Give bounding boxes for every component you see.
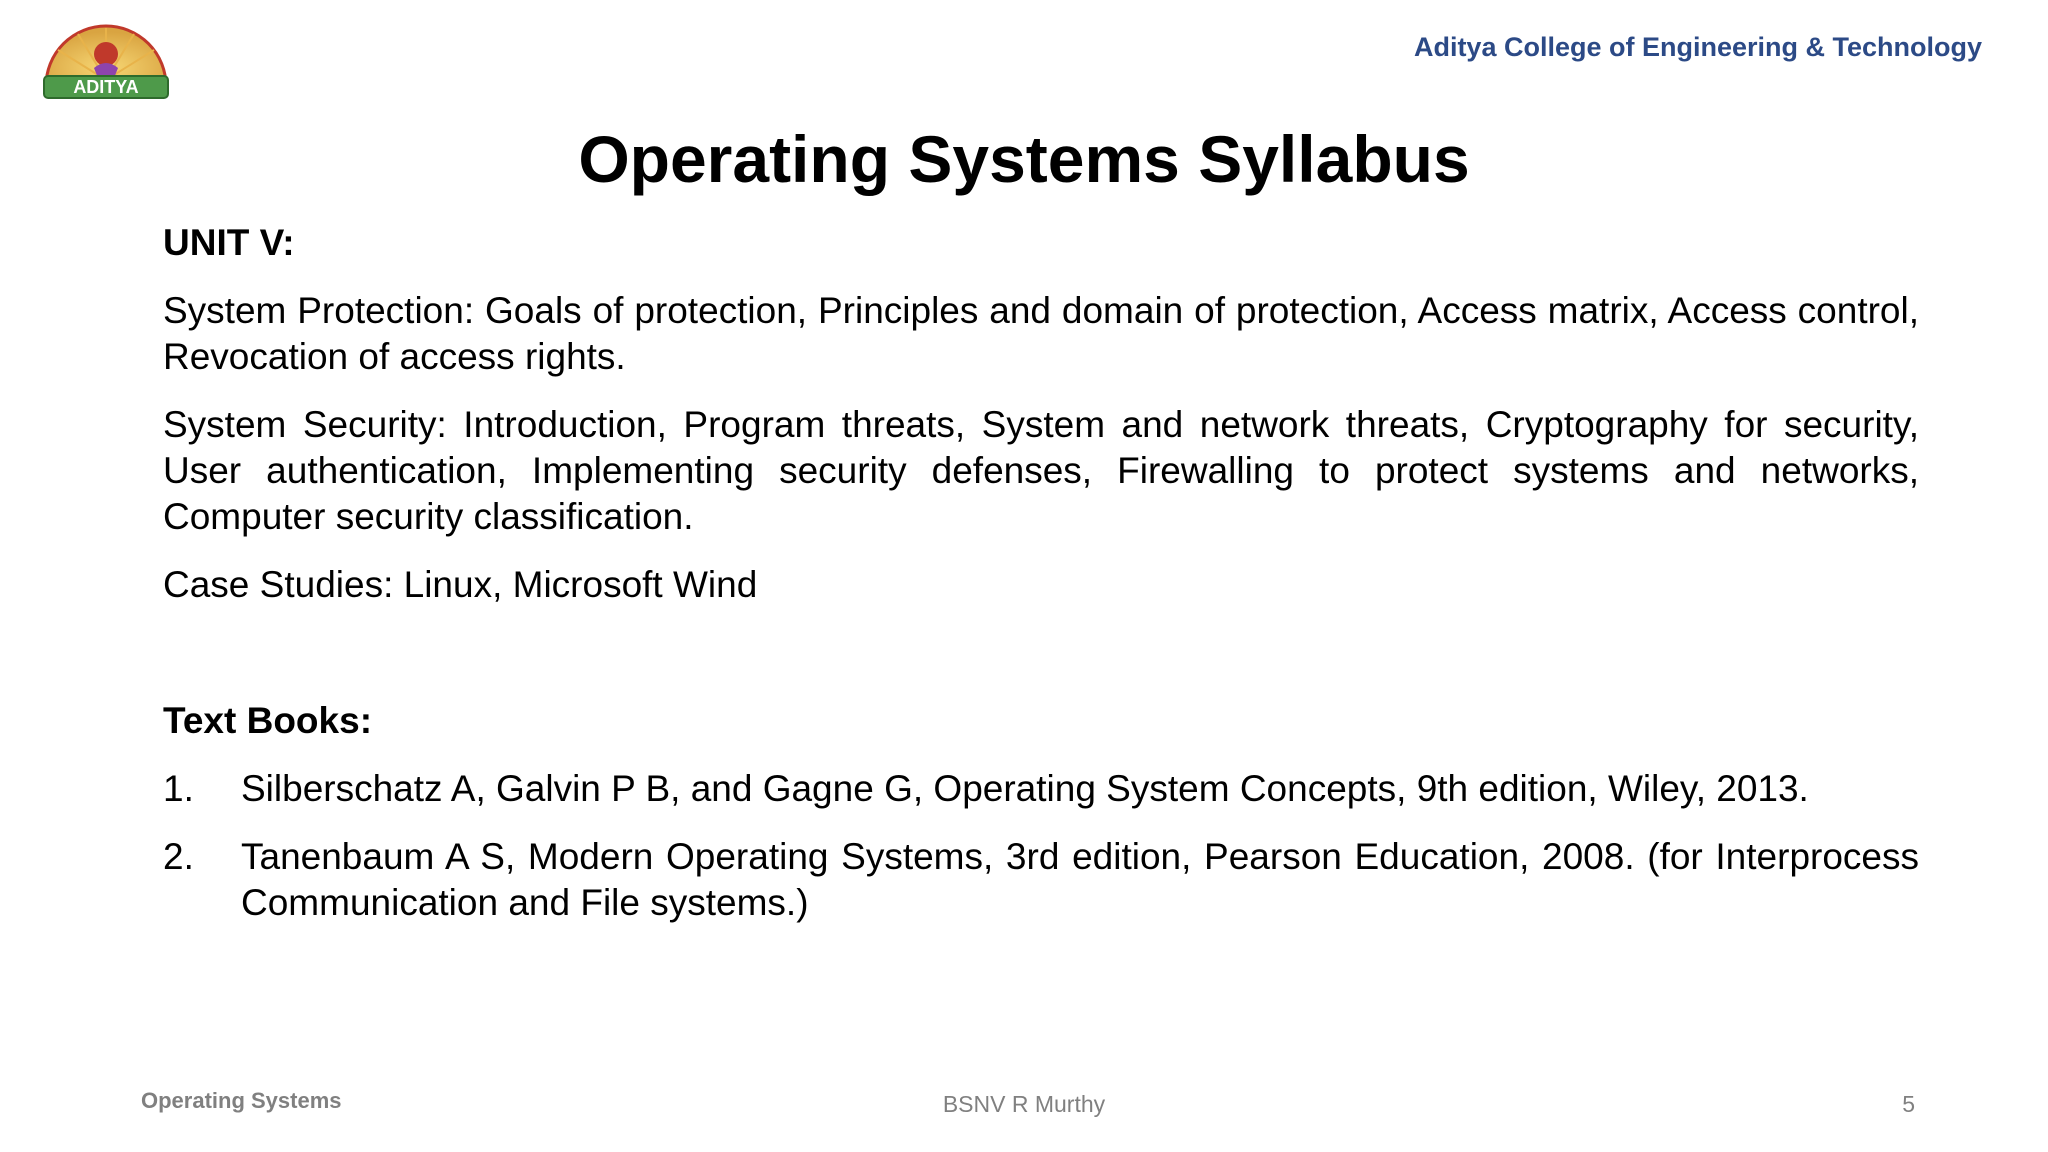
protection-paragraph: System Protection: Goals of protection, Principles and domain of protection, Access matrix, Access control, Revocation of access rights. <box>163 290 1919 377</box>
college-name: Aditya College of Engineering & Technology <box>1413 32 1982 62</box>
spacer <box>163 630 1919 698</box>
textbook-item <box>163 834 1919 926</box>
logo-emblem-icon <box>38 20 174 104</box>
textbook-item <box>163 766 1919 812</box>
textbooks-heading: Text Books: <box>163 700 373 741</box>
footer-author: BSNV R Murthy <box>942 1091 1106 1117</box>
footer-page-number: 5 <box>1902 1091 1915 1117</box>
textbook-number: 1. <box>163 768 194 809</box>
security-paragraph: System Security: Introduction, Program threats, System and network threats, Cryptography for security, User authentication, Implementing security defenses, Firewalling to protect systems and networks, Computer security classification. <box>163 404 1919 537</box>
case-studies-paragraph: Case Studies: Linux, Microsoft Wind <box>163 564 758 605</box>
unit-heading: UNIT V: <box>163 222 295 263</box>
slide-content <box>163 220 1919 948</box>
textbook-number: 2. <box>163 836 194 877</box>
textbook-text: Silberschatz A, Galvin P B, and Gagne G, Operating System Concepts, 9th edition, Wiley, 2013. <box>241 768 1809 809</box>
college-logo <box>38 20 174 104</box>
textbook-text: Tanenbaum A S, Modern Operating Systems, 3rd edition, Pearson Education, 2008. (for Interprocess Communication and File systems.) <box>241 836 1919 923</box>
logo-text: ADITYA <box>73 77 139 97</box>
slide-title: Operating Systems Syllabus <box>578 122 1470 196</box>
footer-course-name: Operating Systems <box>141 1088 342 1113</box>
